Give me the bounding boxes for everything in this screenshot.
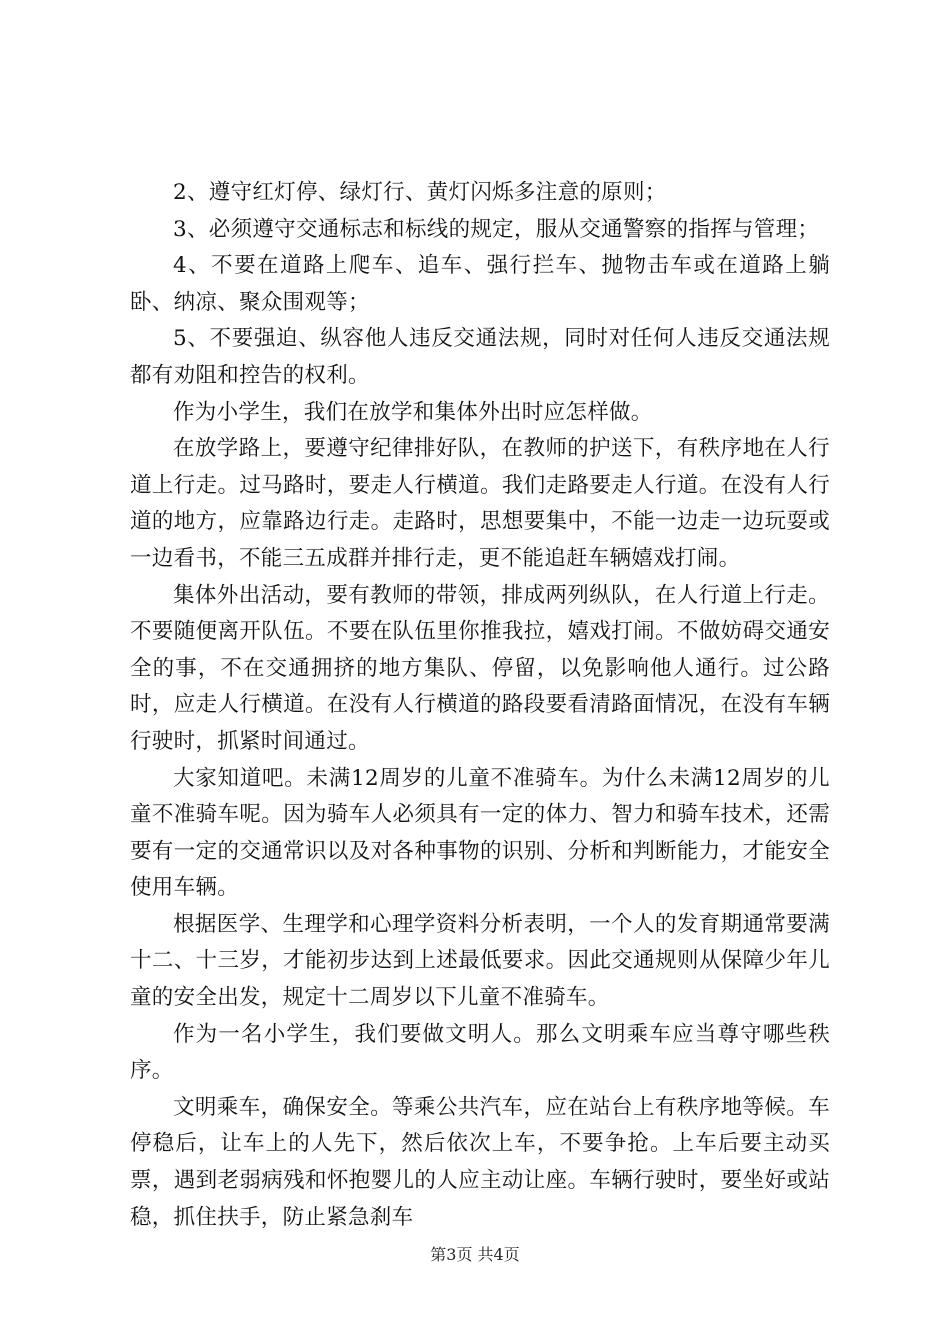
paragraph: 3、必须遵守交通标志和标线的规定，服从交通警察的指挥与管理； xyxy=(173,216,820,242)
paragraph: 作为小学生，我们在放学和集体外出时应怎样做。 xyxy=(173,399,653,425)
paragraph: 在放学路上，要遵守纪律排好队，在教师的护送下，有秩序地在人行道上行走。过马路时，要走人行横道。我们走路要走人行道。在没有人行道的地方，应靠路边行走。走路时，思想要集中，不能一边走一边玩耍或一边看书，不能三五成群并排行走，更不能追赶车辆嬉戏打闹。 xyxy=(130,436,830,571)
document-body xyxy=(130,175,830,1236)
paragraph: 4、不要在道路上爬车、追车、强行拦车、抛物击车或在道路上躺卧、纳凉、聚众围观等； xyxy=(130,253,830,315)
paragraph: 大家知道吧。未满12周岁的儿童不准骑车。为什么未满12周岁的儿童不准骑车呢。因为骑车人必须具有一定的体力、智力和骑车技术，还需要有一定的交通常识以及对各种事物的识别、分析和判断能力，才能安全使用车辆。 xyxy=(130,765,830,901)
paragraph: 根据医学、生理学和心理学资料分析表明，一个人的发育期通常要满十二、十三岁，才能初步达到上述最低要求。因此交通规则从保障少年儿童的安全出发，规定十二周岁以下儿童不准骑车。 xyxy=(130,911,830,1011)
paragraph: 集体外出活动，要有教师的带领，排成两列纵队，在人行道上行走。不要随便离开队伍。不要在队伍里你推我拉，嬉戏打闹。不做妨碍交通安全的事，不在交通拥挤的地方集队、停留，以免影响他人通行。过公路时，应走人行横道。在没有人行横道的路段要看清路面情况，在没有车辆行驶时，抓紧时间通过。 xyxy=(130,582,830,754)
paragraph: 5、不要强迫、纵容他人违反交通法规，同时对任何人违反交通法规都有劝阻和控告的权利。 xyxy=(130,326,830,388)
paragraph: 2、遵守红灯停、绿灯行、黄灯闪烁多注意的原则； xyxy=(173,180,667,205)
paragraph: 文明乘车，确保安全。等乘公共汽车，应在站台上有秩序地等候。车停稳后，让车上的人先下，然后依次上车，不要争抢。上车后要主动买票，遇到老弱病残和怀抱婴儿的人应主动让座。车辆行驶时，要坐好或站稳，抓住扶手，防止紧急刹车 xyxy=(130,1094,830,1230)
paragraph: 作为一名小学生，我们要做文明人。那么文明乘车应当尊守哪些秩序。 xyxy=(130,1021,830,1084)
page-number-footer: 第3页 共4页 xyxy=(430,1245,520,1264)
